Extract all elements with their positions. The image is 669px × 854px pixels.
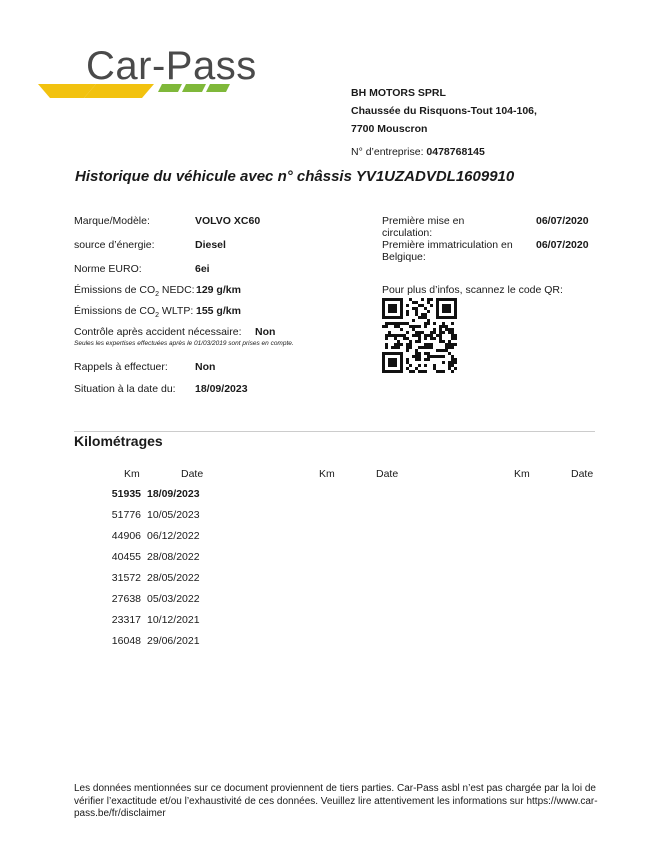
qr-module — [415, 325, 418, 328]
qr-module — [418, 340, 421, 343]
qr-module — [454, 337, 457, 340]
qr-module — [418, 316, 421, 319]
qr-module — [442, 355, 445, 358]
first-registration-value: 06/07/2020 — [536, 239, 589, 251]
qr-module — [451, 358, 454, 361]
qr-module — [418, 304, 421, 307]
qr-module — [406, 310, 409, 313]
qr-module — [442, 304, 451, 313]
qr-module — [430, 346, 433, 349]
qr-module — [433, 367, 436, 370]
qr-module — [433, 337, 436, 340]
qr-module — [442, 331, 445, 334]
wltp-label-sub: 2 — [155, 312, 160, 320]
qr-module — [397, 334, 400, 337]
section-divider — [74, 431, 595, 432]
qr-module — [421, 331, 424, 334]
mileage-date: 28/08/2022 — [147, 551, 200, 563]
qr-module — [412, 325, 415, 328]
qr-module — [451, 331, 454, 334]
qr-module — [400, 328, 403, 331]
qr-module — [451, 355, 454, 358]
qr-module — [427, 301, 430, 304]
qr-module — [388, 358, 397, 367]
mileage-date: 28/05/2022 — [147, 572, 200, 584]
first-use-value: 06/07/2020 — [536, 215, 589, 227]
qr-module — [409, 370, 412, 373]
qr-module — [451, 364, 454, 367]
qr-module — [439, 349, 442, 352]
qr-module — [430, 334, 433, 337]
qr-module — [427, 310, 430, 313]
wltp-value: 155 g/km — [196, 305, 241, 317]
qr-module — [451, 328, 454, 331]
qr-module — [385, 334, 388, 337]
qr-module — [385, 322, 388, 325]
first-registration-label: Première immatriculation en Belgique: — [382, 239, 513, 263]
nedc-value: 129 g/km — [196, 284, 241, 296]
km-header-2: Km — [319, 468, 335, 480]
qr-module — [421, 313, 424, 316]
qr-module — [448, 328, 451, 331]
qr-module — [412, 334, 415, 337]
qr-module — [400, 334, 403, 337]
qr-module — [454, 343, 457, 346]
qr-module — [403, 337, 406, 340]
logo-text: Car-Pass — [86, 44, 257, 88]
recall-value: Non — [195, 361, 216, 373]
qr-module — [406, 367, 409, 370]
mileage-km: 51935 — [111, 488, 141, 500]
km-header-3: Km — [514, 468, 530, 480]
mileage-row — [91, 614, 200, 635]
qr-module — [439, 328, 442, 331]
qr-module — [400, 343, 403, 346]
qr-module — [415, 355, 418, 358]
mileage-row — [91, 488, 200, 509]
date-header-3: Date — [571, 468, 594, 480]
qr-module — [406, 343, 409, 346]
qr-module — [424, 346, 427, 349]
qr-module — [427, 355, 430, 358]
mileage-date: 06/12/2022 — [147, 530, 200, 542]
qr-module — [406, 322, 409, 325]
mileage-section-title: Kilométrages — [74, 433, 163, 449]
qr-module — [442, 325, 445, 328]
qr-module — [418, 334, 421, 337]
qr-module — [409, 325, 412, 328]
qr-module — [448, 352, 451, 355]
qr-module — [439, 370, 442, 373]
qr-module — [397, 343, 400, 346]
accident-value: Non — [255, 326, 276, 338]
mileage-km: 51776 — [111, 509, 141, 521]
footer-disclaimer: Les données mentionnées sur ce document proviennent de tiers parties. Car-Pass asbl n’est pas chargée par la loi de vérifier l’exactitude et/ou l’exhaustivité de ces données. Veuillez lire attentivement les informations sur https://www.car-pass.be/fr/disclaimer — [74, 783, 598, 819]
qr-module — [451, 361, 454, 364]
qr-module — [448, 361, 451, 364]
qr-module — [424, 358, 427, 361]
qr-module — [403, 322, 406, 325]
qr-module — [427, 346, 430, 349]
qr-module — [445, 349, 448, 352]
qr-module — [430, 337, 433, 340]
qr-module — [394, 334, 397, 337]
qr-module — [433, 328, 436, 331]
qr-module — [424, 322, 427, 325]
qr-module — [382, 325, 385, 328]
qr-module — [415, 313, 418, 316]
qr-module — [385, 325, 388, 328]
nedc-label-suffix: NEDC: — [159, 284, 195, 296]
qr-module — [415, 367, 418, 370]
enterprise-number-line — [351, 146, 485, 158]
qr-module — [388, 331, 391, 334]
page-title: Historique du véhicule avec n° châssis YV1UZADVDL1609910 — [75, 168, 515, 185]
qr-module — [424, 307, 427, 310]
qr-module — [418, 346, 421, 349]
qr-module — [439, 355, 442, 358]
qr-label: Pour plus d’infos, scannez le code QR: — [382, 284, 563, 296]
enterprise-number: 0478768145 — [426, 146, 485, 158]
mileage-row — [91, 551, 200, 572]
qr-module — [394, 337, 397, 340]
qr-module — [424, 352, 427, 355]
mileage-km: 27638 — [111, 593, 141, 605]
qr-module — [433, 331, 436, 334]
qr-module — [385, 343, 388, 346]
qr-module — [439, 334, 442, 337]
qr-module — [388, 334, 391, 337]
qr-code[interactable] — [382, 298, 457, 373]
qr-module — [394, 322, 397, 325]
model-label: Marque/Modèle: — [74, 215, 150, 227]
dealer-name: BH MOTORS SPRL — [351, 87, 446, 99]
wltp-label-suffix: WLTP: — [159, 305, 194, 317]
qr-module — [439, 337, 442, 340]
km-header-1: Km — [124, 468, 140, 480]
qr-module — [415, 307, 418, 310]
wltp-label — [74, 305, 193, 319]
qr-module — [397, 346, 400, 349]
qr-module — [430, 343, 433, 346]
qr-module — [442, 361, 445, 364]
qr-module — [391, 346, 394, 349]
qr-module — [433, 364, 436, 367]
energy-label: source d’énergie: — [74, 239, 155, 251]
qr-module — [412, 355, 415, 358]
qr-module — [448, 340, 451, 343]
qr-module — [406, 304, 409, 307]
qr-module — [454, 361, 457, 364]
qr-module — [415, 352, 418, 355]
qr-module — [397, 340, 400, 343]
situation-label: Situation à la date du: — [74, 383, 176, 395]
mileage-date: 05/03/2022 — [147, 593, 200, 605]
accident-note: Seules les expertises effectuées après le 01/03/2019 sont prises en compte. — [74, 340, 294, 347]
qr-module — [406, 331, 409, 334]
qr-module — [454, 334, 457, 337]
date-header-2: Date — [376, 468, 399, 480]
qr-module — [454, 358, 457, 361]
mileage-km: 23317 — [111, 614, 141, 626]
qr-module — [394, 346, 397, 349]
mileage-date: 18/09/2023 — [147, 488, 200, 500]
qr-module — [424, 313, 427, 316]
dealer-block — [351, 84, 537, 138]
qr-module — [406, 313, 409, 316]
recall-label: Rappels à effectuer: — [74, 361, 168, 373]
qr-module — [439, 331, 442, 334]
mileage-list — [91, 488, 200, 656]
qr-module — [424, 325, 427, 328]
qr-module — [406, 346, 409, 349]
qr-module — [394, 343, 397, 346]
qr-module — [406, 349, 409, 352]
qr-module — [406, 337, 409, 340]
mileage-date: 10/12/2021 — [147, 614, 200, 626]
euro-label: Norme EURO: — [74, 263, 142, 275]
qr-module — [418, 325, 421, 328]
qr-module — [409, 346, 412, 349]
mileage-date: 29/06/2021 — [147, 635, 200, 647]
qr-module — [448, 346, 451, 349]
wltp-label-prefix: Émissions de CO — [74, 305, 156, 317]
qr-module — [430, 355, 433, 358]
qr-module — [415, 331, 418, 334]
qr-module — [415, 358, 418, 361]
qr-module — [388, 322, 391, 325]
qr-module — [397, 322, 400, 325]
qr-module — [412, 328, 415, 331]
energy-value: Diesel — [195, 239, 226, 251]
mileage-km: 40455 — [111, 551, 141, 563]
qr-module — [415, 334, 418, 337]
qr-module — [391, 322, 394, 325]
qr-module — [406, 361, 409, 364]
mileage-row — [91, 509, 200, 530]
qr-module — [454, 367, 457, 370]
qr-module — [385, 337, 388, 340]
qr-module — [430, 304, 433, 307]
qr-module — [406, 358, 409, 361]
enterprise-label: N° d’entreprise: — [351, 146, 424, 158]
qr-module — [442, 340, 445, 343]
dealer-address-2: 7700 Mouscron — [351, 123, 428, 135]
model-value: VOLVO XC60 — [195, 215, 261, 227]
qr-module — [442, 349, 445, 352]
qr-module — [451, 334, 454, 337]
qr-module — [418, 337, 421, 340]
qr-module — [415, 349, 418, 352]
qr-module — [442, 370, 445, 373]
qr-module — [409, 298, 412, 301]
mileage-km: 44906 — [111, 530, 141, 542]
qr-module — [427, 319, 430, 322]
accident-label: Contrôle après accident nécessaire: — [74, 326, 242, 338]
qr-module — [430, 298, 433, 301]
qr-module — [403, 334, 406, 337]
qr-module — [445, 343, 448, 346]
qr-module — [427, 298, 430, 301]
qr-module — [418, 331, 421, 334]
qr-module — [409, 343, 412, 346]
qr-module — [433, 322, 436, 325]
qr-module — [451, 322, 454, 325]
qr-module — [400, 322, 403, 325]
qr-module — [451, 337, 454, 340]
qr-module — [421, 370, 424, 373]
qr-module — [424, 364, 427, 367]
qr-module — [427, 322, 430, 325]
date-header-1: Date — [181, 468, 204, 480]
situation-value: 18/09/2023 — [195, 383, 248, 395]
qr-module — [436, 370, 439, 373]
mileage-row — [91, 572, 200, 593]
qr-module — [424, 343, 427, 346]
qr-module — [433, 355, 436, 358]
qr-module — [427, 334, 430, 337]
mileage-km: 16048 — [111, 635, 141, 647]
qr-module — [445, 346, 448, 349]
qr-module — [391, 334, 394, 337]
qr-module — [439, 325, 442, 328]
mileage-date: 10/05/2023 — [147, 509, 200, 521]
qr-module — [442, 322, 445, 325]
qr-module — [421, 316, 424, 319]
qr-module — [412, 319, 415, 322]
qr-module — [418, 364, 421, 367]
qr-module — [445, 325, 448, 328]
qr-module — [427, 343, 430, 346]
qr-module — [448, 364, 451, 367]
qr-module — [448, 343, 451, 346]
qr-module — [427, 352, 430, 355]
qr-module — [424, 334, 427, 337]
qr-module — [412, 307, 415, 310]
qr-module — [412, 301, 415, 304]
qr-module — [397, 325, 400, 328]
nedc-label-sub: 2 — [155, 291, 160, 299]
first-use-label: Première mise en circulation: — [382, 215, 465, 239]
nedc-label — [74, 284, 195, 298]
qr-module — [427, 358, 430, 361]
qr-module — [451, 343, 454, 346]
qr-module — [388, 304, 397, 313]
qr-module — [436, 355, 439, 358]
qr-module — [394, 325, 397, 328]
qr-module — [448, 331, 451, 334]
qr-module — [424, 337, 427, 340]
qr-module — [421, 298, 424, 301]
qr-module — [436, 334, 439, 337]
mileage-row — [91, 635, 200, 656]
qr-module — [421, 346, 424, 349]
qr-module — [439, 340, 442, 343]
qr-module — [436, 349, 439, 352]
qr-module — [409, 364, 412, 367]
qr-module — [448, 367, 451, 370]
mileage-row — [91, 593, 200, 614]
mileage-km: 31572 — [111, 572, 141, 584]
qr-module — [418, 352, 421, 355]
qr-module — [418, 355, 421, 358]
qr-module — [412, 370, 415, 373]
qr-module — [421, 304, 424, 307]
mileage-row — [91, 530, 200, 551]
qr-module — [385, 346, 388, 349]
qr-module — [451, 346, 454, 349]
dealer-address-1: Chaussée du Risquons-Tout 104-106, — [351, 105, 537, 117]
qr-module — [424, 316, 427, 319]
qr-module — [418, 358, 421, 361]
qr-module — [415, 310, 418, 313]
nedc-label-prefix: Émissions de CO — [74, 284, 156, 296]
qr-module — [451, 370, 454, 373]
qr-module — [415, 340, 418, 343]
qr-module — [418, 370, 421, 373]
qr-module — [445, 328, 448, 331]
qr-module — [430, 331, 433, 334]
qr-module — [424, 370, 427, 373]
euro-value: 6ei — [195, 263, 210, 275]
qr-module — [415, 301, 418, 304]
qr-module — [409, 340, 412, 343]
